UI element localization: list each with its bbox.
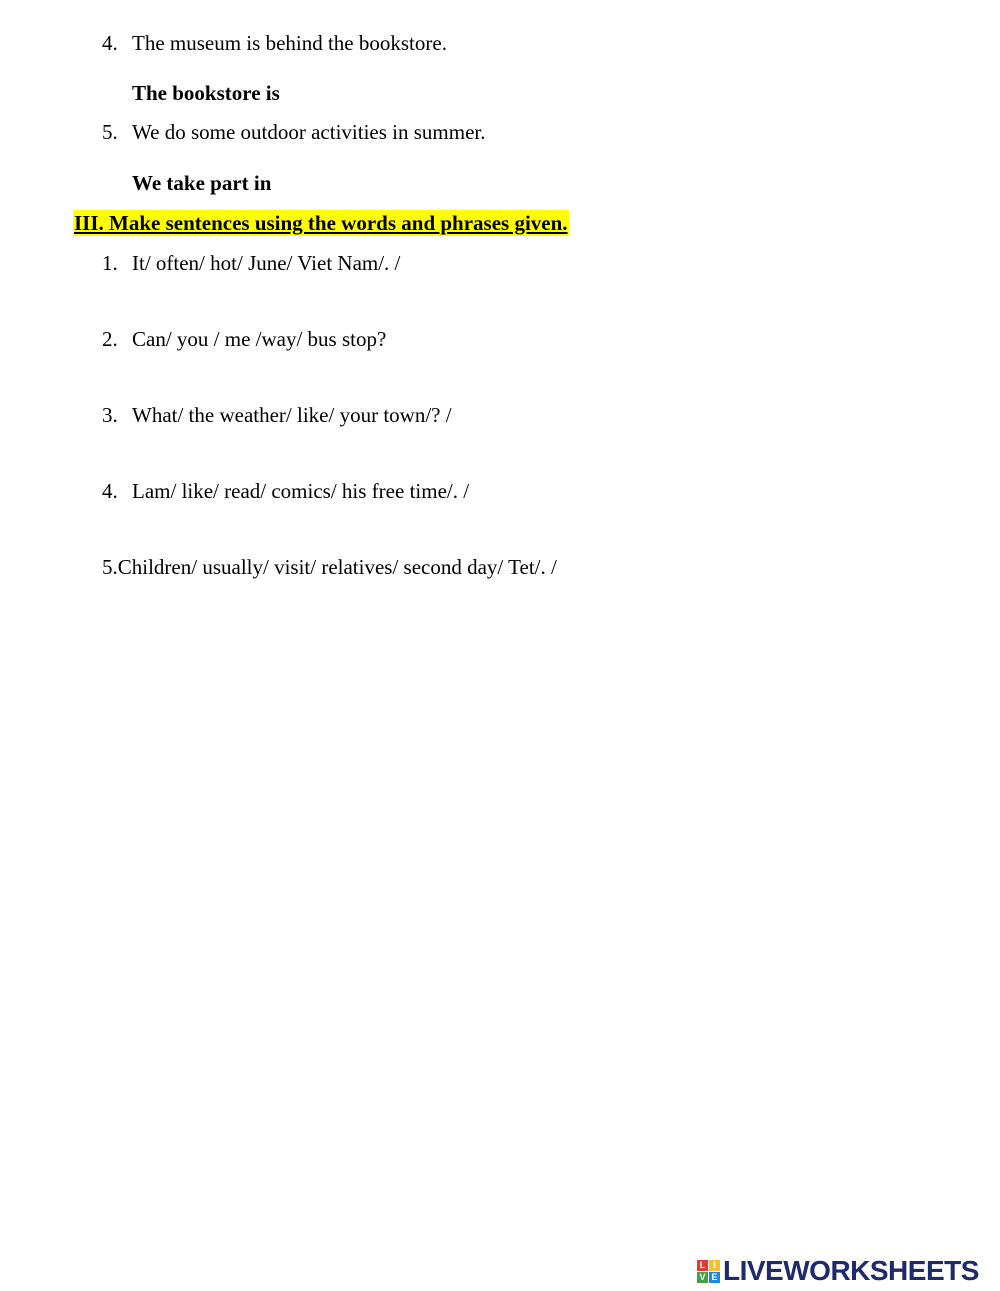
section-heading: III. Make sentences using the words and phrases given. xyxy=(74,211,568,235)
logo-letter: L xyxy=(697,1260,708,1271)
item-number: 3. xyxy=(102,403,118,427)
logo-letter: E xyxy=(709,1272,720,1283)
item-number: 4. xyxy=(102,479,118,503)
word-prompt: 5.Children/ usually/ visit/ relatives/ second day/ Tet/. / xyxy=(102,555,557,579)
rewrite-prompt: We take part in xyxy=(132,171,272,195)
logo-letter: I xyxy=(709,1260,720,1271)
item-number: 1. xyxy=(102,251,118,275)
logo-mark-icon xyxy=(697,1260,720,1283)
liveworksheets-logo xyxy=(697,1255,979,1287)
word-prompt: Lam/ like/ read/ comics/ his free time/. / xyxy=(132,479,470,503)
word-prompt: What/ the weather/ like/ your town/? / xyxy=(132,403,452,427)
logo-text: LIVEWORKSHEETS xyxy=(723,1255,979,1286)
item-number: 5. xyxy=(102,120,118,144)
rewrite-prompt: The bookstore is xyxy=(132,81,280,105)
item-sentence: We do some outdoor activities in summer. xyxy=(132,120,486,144)
logo-letter: V xyxy=(697,1272,708,1283)
item-number: 4. xyxy=(102,31,118,55)
word-prompt: It/ often/ hot/ June/ Viet Nam/. / xyxy=(132,251,401,275)
item-number: 2. xyxy=(102,327,118,351)
item-sentence: The museum is behind the bookstore. xyxy=(132,31,447,55)
word-prompt: Can/ you / me /way/ bus stop? xyxy=(132,327,387,351)
